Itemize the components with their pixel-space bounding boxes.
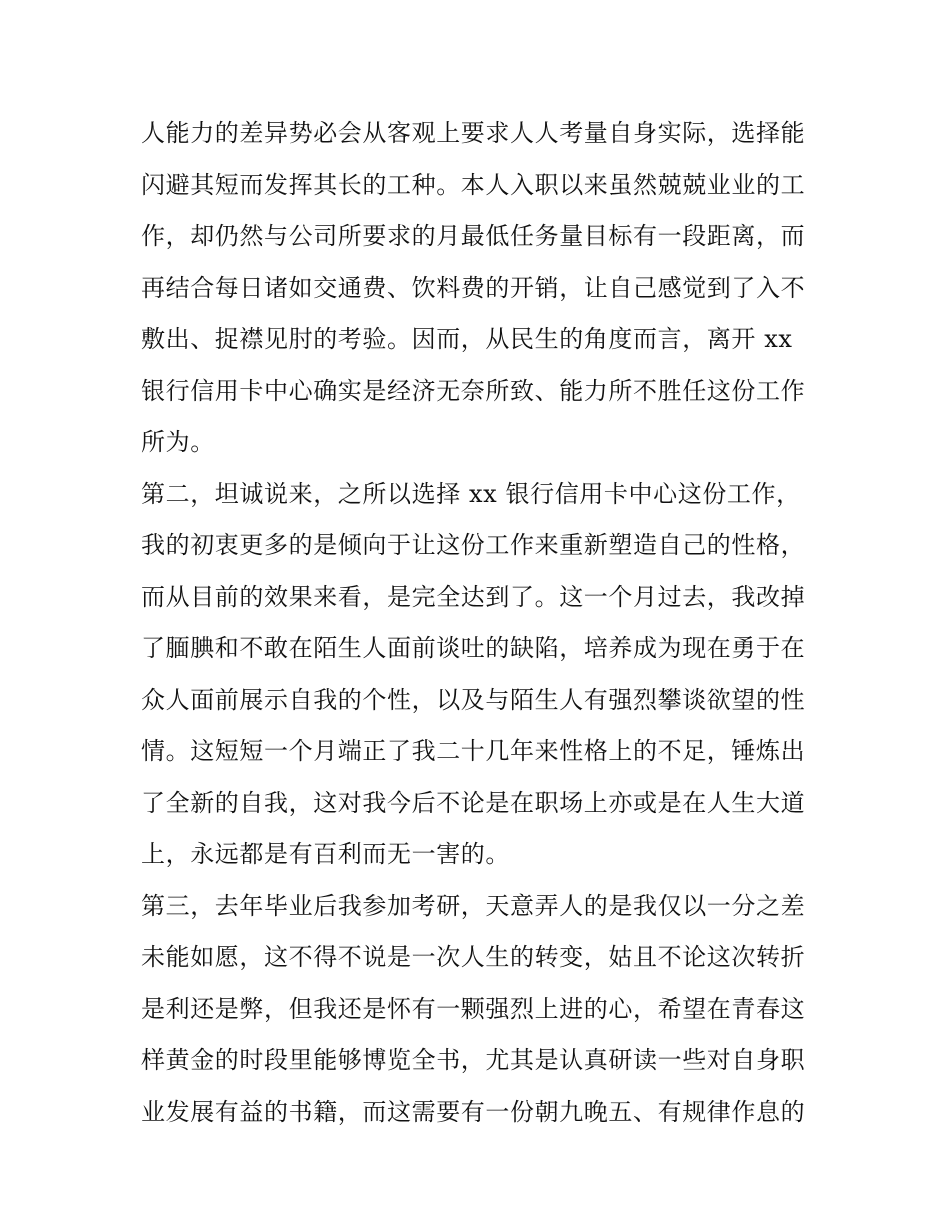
text-line: 再结合每日诸如交通费、饮料费的开销，让自己感觉到了入不 [141,273,806,302]
text-line: 了全新的自我，这对我今后不论是在职场上亦或是在人生大道 [141,788,806,817]
text-line: 银行信用卡中心确实是经济无奈所致、能力所不胜任这份工作 [141,376,806,405]
text-line: 我的初衷更多的是倾向于让这份工作来重新塑造自己的性格， [141,531,806,559]
text-line: 作，却仍然与公司所要求的月最低任务量目标有一段距离，而 [141,222,806,250]
text-line: 样黄金的时段里能够博览全书，尤其是认真研读一些对自身职 [141,1046,806,1074]
text-line: 业发展有益的书籍，而这需要有一份朝九晚五、有规律作息的 [141,1097,806,1126]
body-text [141,108,821,1138]
text-line: 人能力的差异势必会从客观上要求人人考量自身实际，选择能 [141,119,806,147]
text-line: 上，永远都是有百利而无一害的。 [141,840,510,868]
text-line: 情。这短短一个月端正了我二十几年来性格上的不足，锤炼出 [141,737,806,765]
text-line: 敷出、捉襟见肘的考验。因而，从民生的角度而言，离开 xx [141,325,793,353]
text-line: 未能如愿，这不得不说是一次人生的转变，姑且不论这次转折 [141,943,806,971]
text-line: 众人面前展示自我的个性，以及与陌生人有强烈攀谈欲望的性 [141,685,806,714]
text-line: 第三，去年毕业后我参加考研，天意弄人的是我仅以一分之差 [141,891,806,920]
text-line: 是利还是弊，但我还是怀有一颗强烈上进的心，希望在青春这 [141,994,806,1023]
text-line: 了腼腆和不敢在陌生人面前谈吐的缺陷，培养成为现在勇于在 [141,634,806,662]
text-line: 所为。 [141,428,215,456]
text-line: 第二，坦诚说来，之所以选择 xx 银行信用卡中心这份工作， [141,479,801,508]
text-line: 而从目前的效果来看，是完全达到了。这一个月过去，我改掉 [141,582,806,611]
text-line: 闪避其短而发挥其长的工种。本人入职以来虽然兢兢业业的工 [141,170,806,199]
